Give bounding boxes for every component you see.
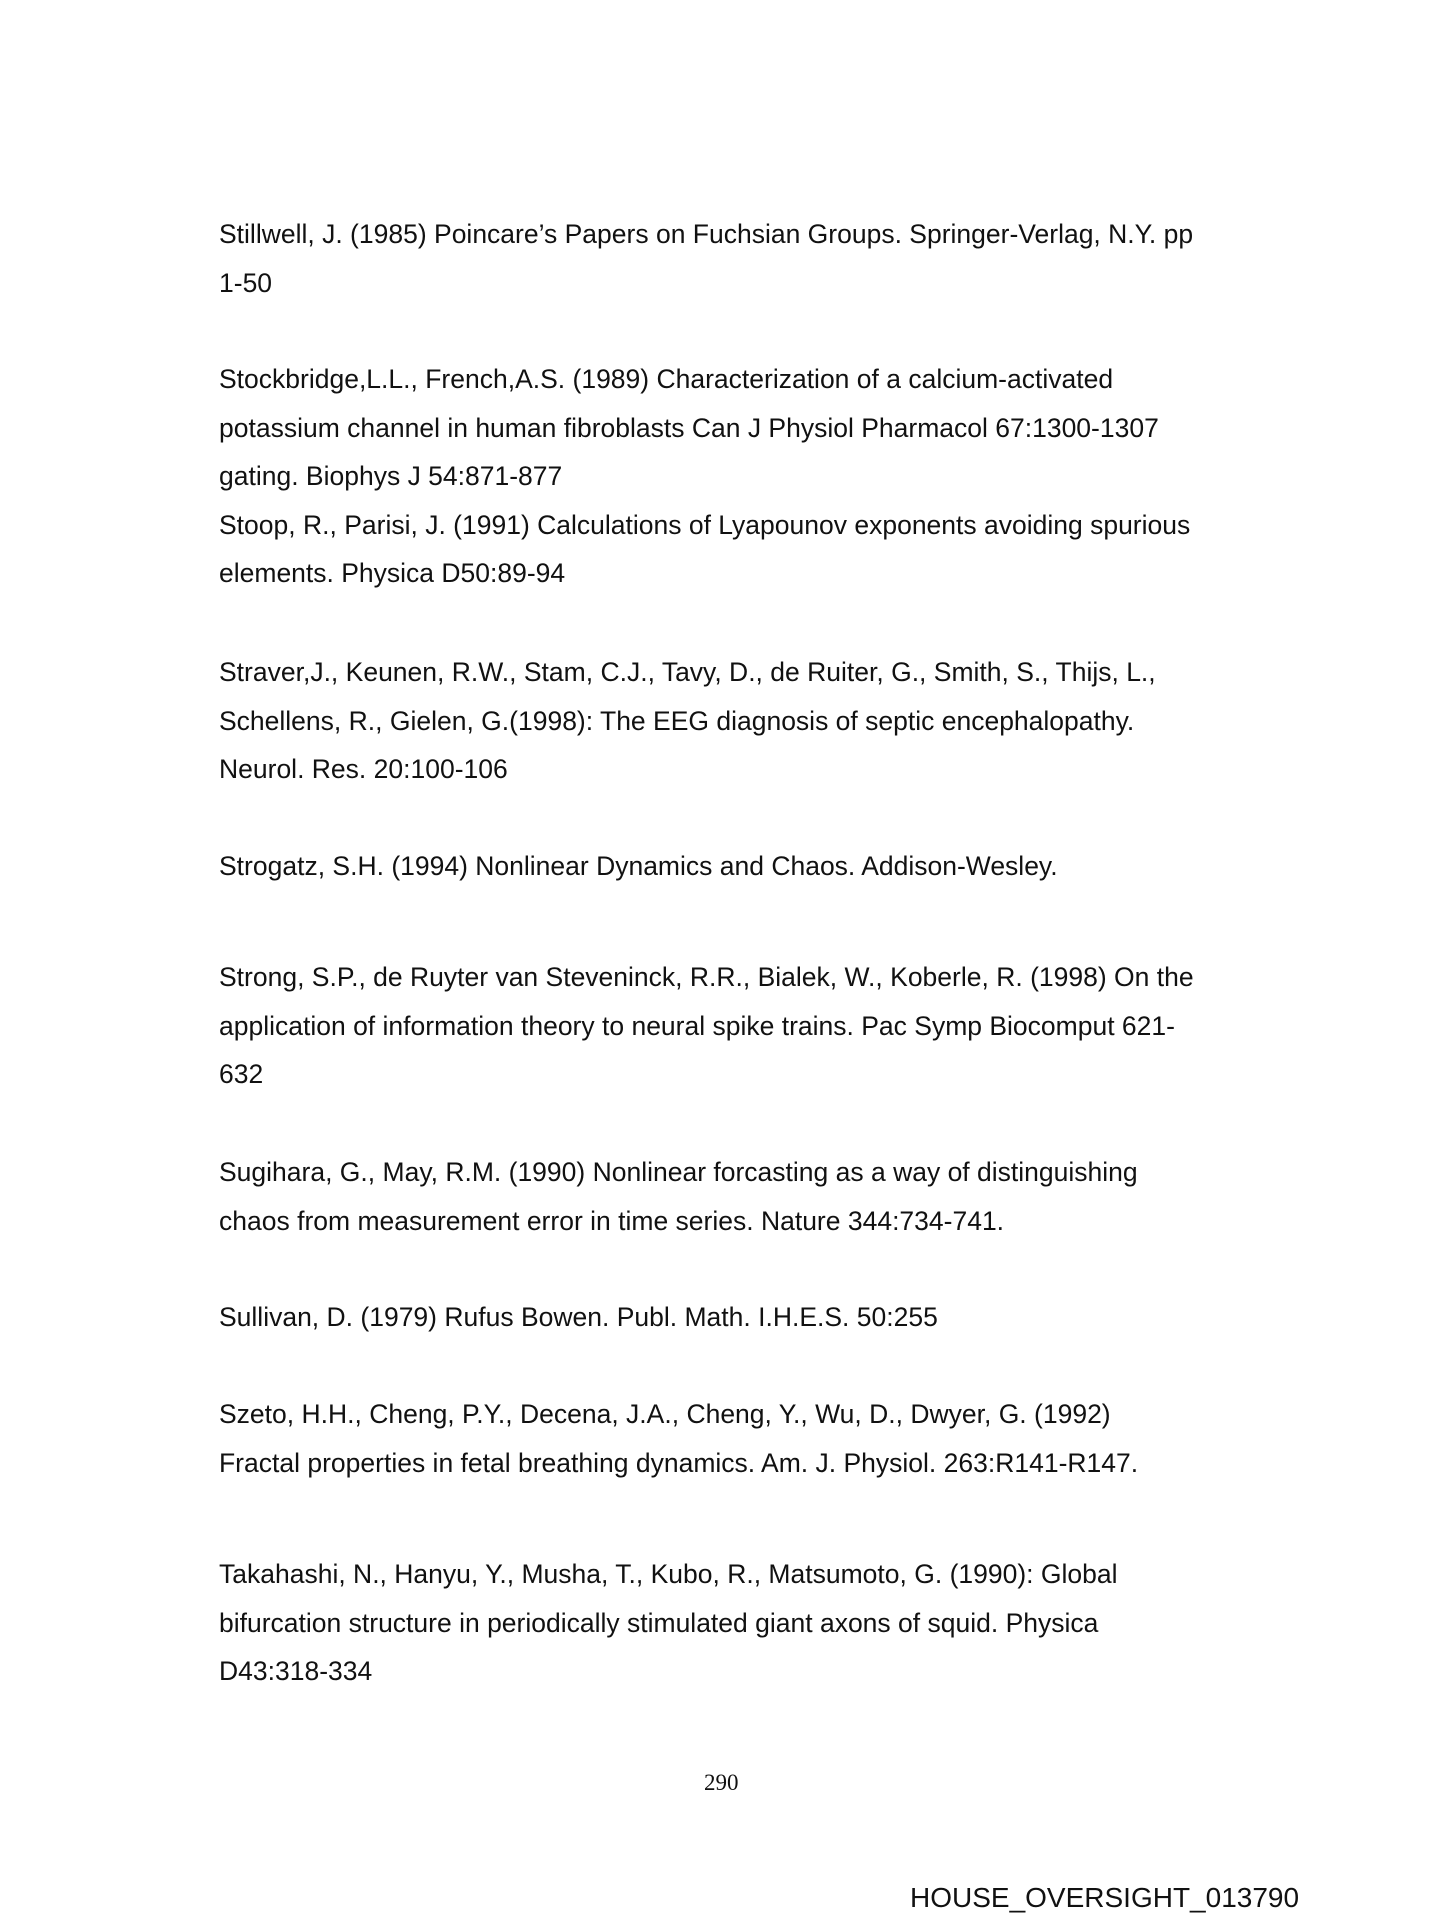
reference-line: Schellens, R., Gielen, G.(1998): The EEG diagnosis of septic encephalopathy.	[219, 705, 1135, 736]
reference-entry	[219, 1293, 938, 1342]
reference-line: Neurol. Res. 20:100-106	[219, 754, 508, 785]
reference-line: Straver,J., Keunen, R.W., Stam, C.J., Tavy, D., de Ruiter, G., Smith, S., Thijs, L.,	[219, 657, 1156, 687]
reference-line: potassium channel in human fibroblasts Can J Physiol Pharmacol 67:1300-1307	[219, 412, 1159, 443]
reference-line: Stoop, R., Parisi, J. (1991) Calculations of Lyapounov exponents avoiding spurious	[219, 509, 1191, 540]
reference-line: Strogatz, S.H. (1994) Nonlinear Dynamics and Chaos. Addison-Wesley.	[219, 851, 1058, 881]
reference-line: chaos from measurement error in time series. Nature 344:734-741.	[219, 1205, 1005, 1236]
reference-entry	[219, 210, 1193, 307]
reference-entry	[219, 1148, 1138, 1245]
reference-line: gating. Biophys J 54:871-877	[219, 461, 563, 492]
reference-line: Takahashi, N., Hanyu, Y., Musha, T., Kubo, R., Matsumoto, G. (1990): Global	[219, 1559, 1118, 1589]
reference-line: Stillwell, J. (1985) Poincare’s Papers on Fuchsian Groups. Springer-Verlag, N.Y. pp	[219, 219, 1194, 249]
reference-line: bifurcation structure in periodically stimulated giant axons of squid. Physica	[219, 1607, 1099, 1638]
reference-entry	[219, 648, 1156, 794]
reference-line: application of information theory to neural spike trains. Pac Symp Biocomput 621-	[219, 1010, 1175, 1041]
reference-line: 632	[219, 1059, 264, 1090]
reference-entry	[219, 1390, 1138, 1487]
reference-line: 1-50	[219, 267, 273, 298]
reference-line: Stockbridge,L.L., French,A.S. (1989) Characterization of a calcium-activated	[219, 364, 1114, 394]
reference-line: Strong, S.P., de Ruyter van Steveninck, R.R., Bialek, W., Koberle, R. (1998) On the	[219, 962, 1194, 992]
reference-line: elements. Physica D50:89-94	[219, 558, 566, 589]
reference-entry	[219, 842, 1058, 891]
reference-line: Szeto, H.H., Cheng, P.Y., Decena, J.A., Cheng, Y., Wu, D., Dwyer, G. (1992)	[219, 1399, 1111, 1429]
reference-line: Sullivan, D. (1979) Rufus Bowen. Publ. Math. I.H.E.S. 50:255	[219, 1302, 938, 1332]
reference-entry	[219, 355, 1190, 598]
reference-line: Sugihara, G., May, R.M. (1990) Nonlinear forcasting as a way of distinguishing	[219, 1157, 1138, 1187]
bates-stamp: HOUSE_OVERSIGHT_013790	[910, 1882, 1300, 1913]
reference-entry	[219, 1550, 1118, 1696]
reference-line: D43:318-334	[219, 1656, 373, 1687]
reference-line: Fractal properties in fetal breathing dynamics. Am. J. Physiol. 263:R141-R147.	[219, 1447, 1139, 1478]
reference-entry	[219, 953, 1194, 1099]
page-number: 290	[704, 1770, 739, 1795]
